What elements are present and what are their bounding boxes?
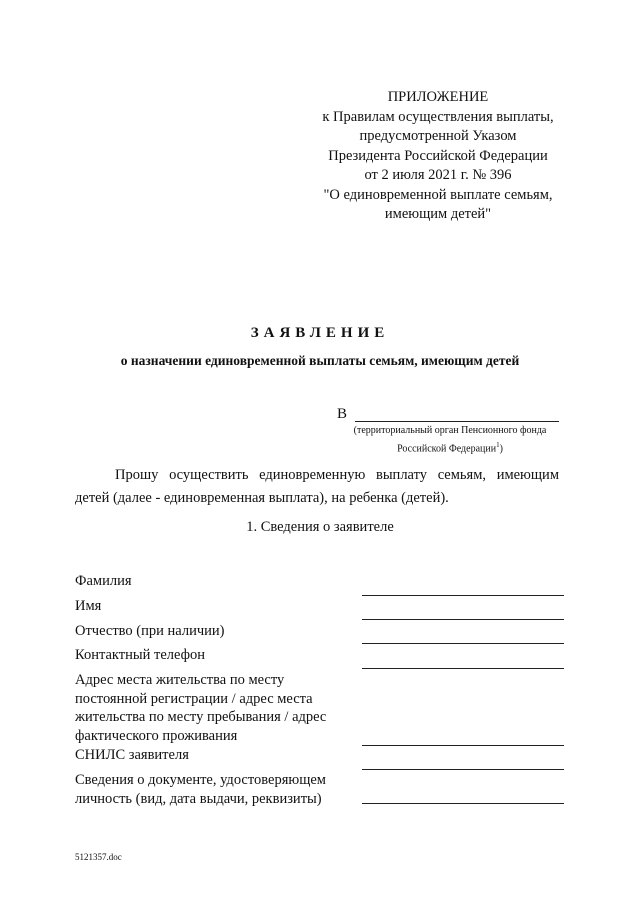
recipient-caption: [330, 424, 570, 456]
document-subtitle: о назначении единовременной выплаты семьям, имеющим детей: [120, 353, 520, 368]
appendix-block: [300, 88, 576, 225]
field-label-address: Адрес места жительства по месту постоянной регистрации / адрес места жительства по месту пребывания / адрес фактического проживания: [75, 672, 327, 744]
field-line-surname[interactable]: [362, 595, 564, 596]
footnote-mark: 1: [496, 441, 500, 449]
document-title: ЗАЯВЛЕНИЕ: [250, 325, 390, 341]
recipient-caption-line: [330, 438, 570, 456]
file-name-footer: 5121357.doc: [75, 852, 122, 862]
field-line-snils[interactable]: [362, 769, 564, 770]
recipient-caption-close: ): [499, 443, 503, 455]
field-line-identity-document[interactable]: [362, 803, 564, 804]
appendix-line: имеющим детей": [384, 206, 492, 222]
recipient-prefix: В: [337, 406, 348, 422]
recipient-caption-line: (территориальный орган Пенсионного фонда: [353, 425, 547, 436]
appendix-line: предусмотренной Указом: [359, 128, 517, 144]
appendix-line: Президента Российской Федерации: [328, 147, 548, 164]
field-label-identity-document: Сведения о документе, удостоверяющем личность (вид, дата выдачи, реквизиты): [75, 772, 326, 807]
recipient-blank-line[interactable]: [355, 421, 559, 422]
field-label-patronymic: Отчество (при наличии): [75, 623, 225, 639]
field-line-phone[interactable]: [362, 668, 564, 669]
appendix-line: ПРИЛОЖЕНИЕ: [387, 89, 489, 105]
recipient-caption-text: Российской Федерации: [397, 443, 497, 455]
field-line-patronymic[interactable]: [362, 643, 564, 644]
appendix-line: к Правилам осуществления выплаты,: [322, 108, 554, 125]
field-label-name: Имя: [75, 598, 102, 614]
appendix-line: от 2 июля 2021 г. № 396: [364, 167, 512, 183]
field-label-snils: СНИЛС заявителя: [75, 747, 189, 763]
field-label-phone: Контактный телефон: [75, 647, 206, 663]
intro-paragraph: Прошу осуществить единовременную выплату семьям, имеющим детей (далее - единовременная выплата), на ребенка (детей).: [75, 467, 559, 506]
field-label-surname: Фамилия: [75, 573, 132, 589]
field-line-address[interactable]: [362, 745, 564, 746]
appendix-line: "О единовременной выплате семьям,: [323, 186, 553, 203]
field-line-name[interactable]: [362, 619, 564, 620]
section-title: 1. Сведения о заявителе: [246, 519, 394, 535]
